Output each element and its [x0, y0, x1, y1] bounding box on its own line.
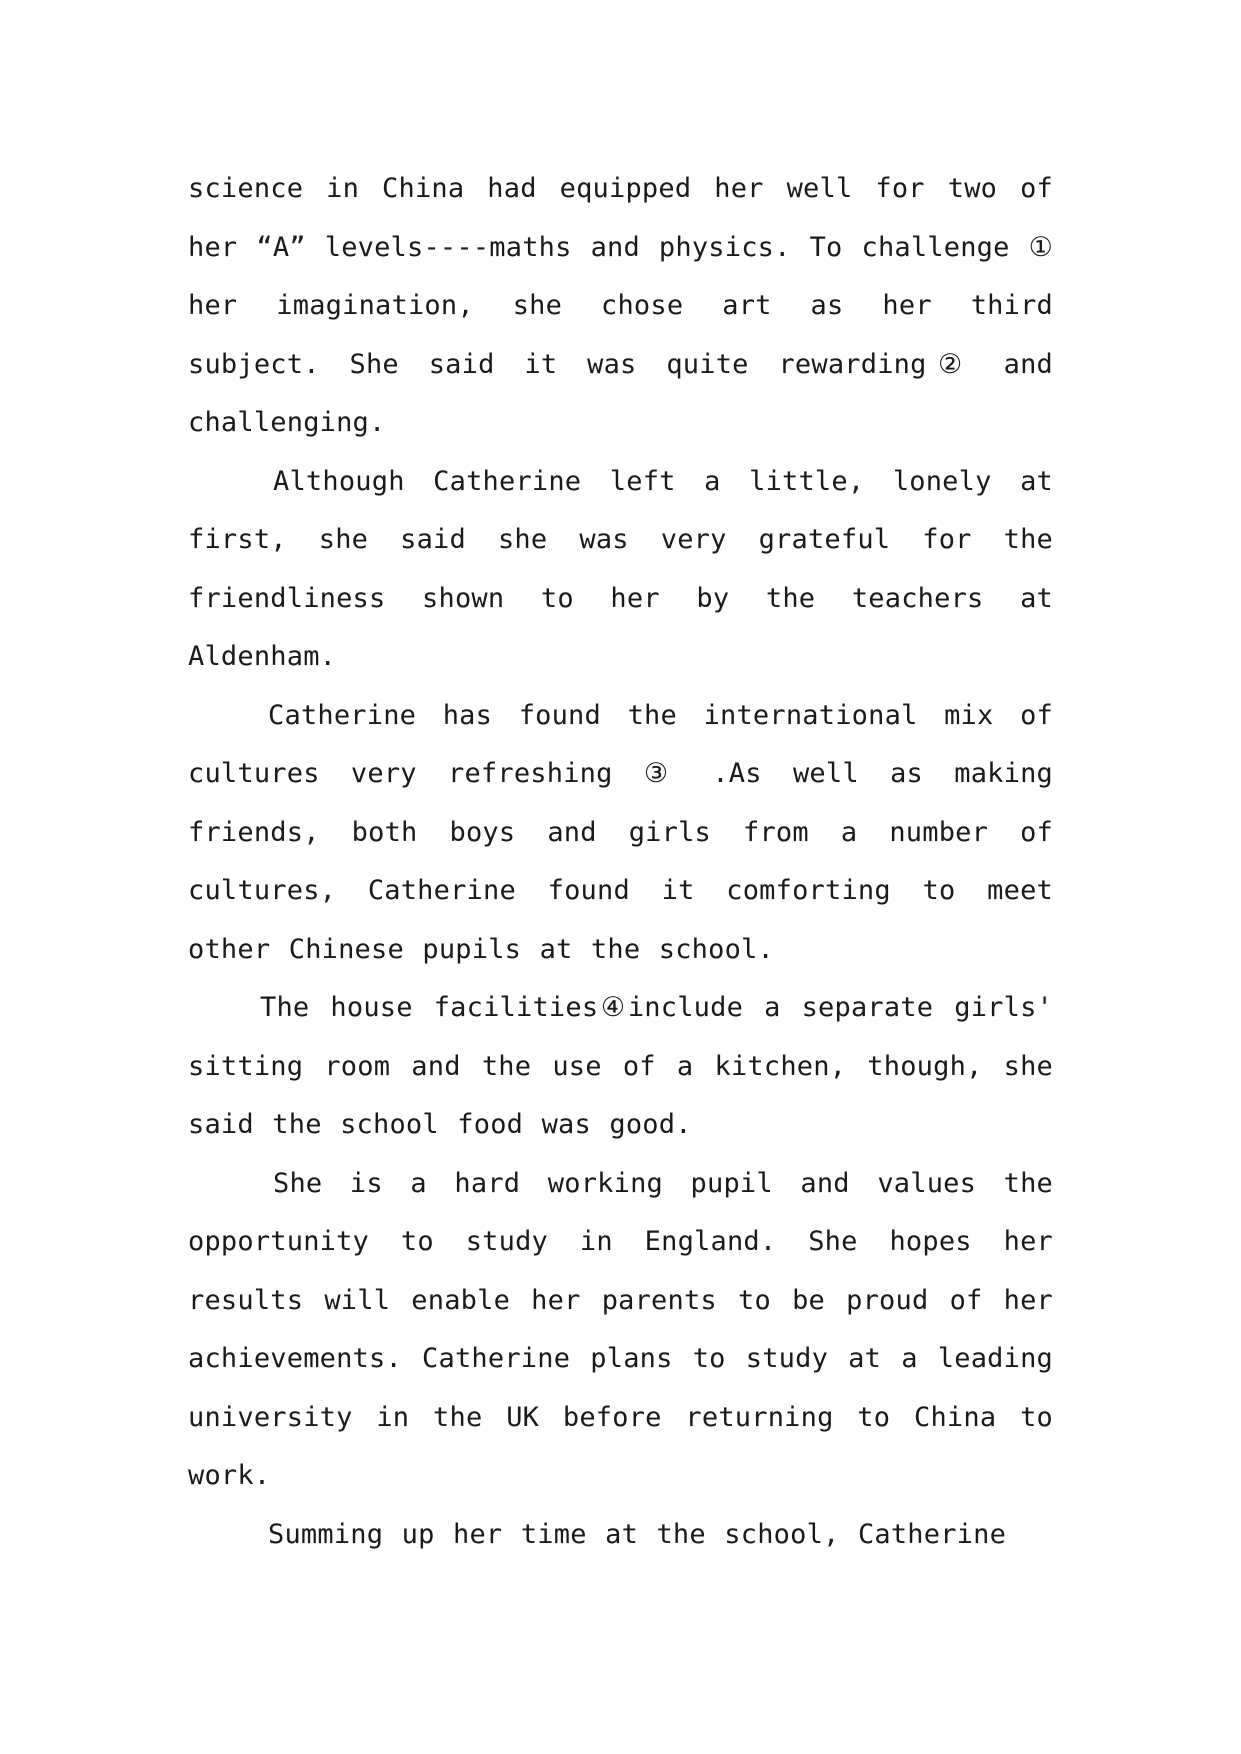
paragraph-3: Catherine has found the international mix of cultures very refreshing ③ .As well as making friends, both boys and girls from a number of cultures, Catherine found it comforting to meet other Chinese pupils at the school.	[188, 699, 1053, 965]
paragraph-4: The house facilities④include a separate girls' sitting room and the use of a kitchen, though, she said the school food was good.	[188, 992, 1053, 1140]
paragraph-5: She is a hard working pupil and values the opportunity to study in England. She hopes her results will enable her parents to be proud of her achievements. Catherine plans to study at a leading university in the UK before returning to China to work.	[188, 1167, 1053, 1491]
paragraph-1: science in China had equipped her well for two of her “A” levels----maths and physics. To challenge ① her imagination, she chose art as her third subject. She said it was quite rewarding② and challenging.	[188, 173, 1053, 438]
paragraph-6: Summing up her time at the school, Catherine	[268, 1518, 1007, 1550]
paragraph-2: Although Catherine left a little, lonely at first, she said she was very grateful for the friendliness shown to her by the teachers at Aldenham.	[188, 465, 1053, 672]
article-body	[188, 160, 1053, 1564]
